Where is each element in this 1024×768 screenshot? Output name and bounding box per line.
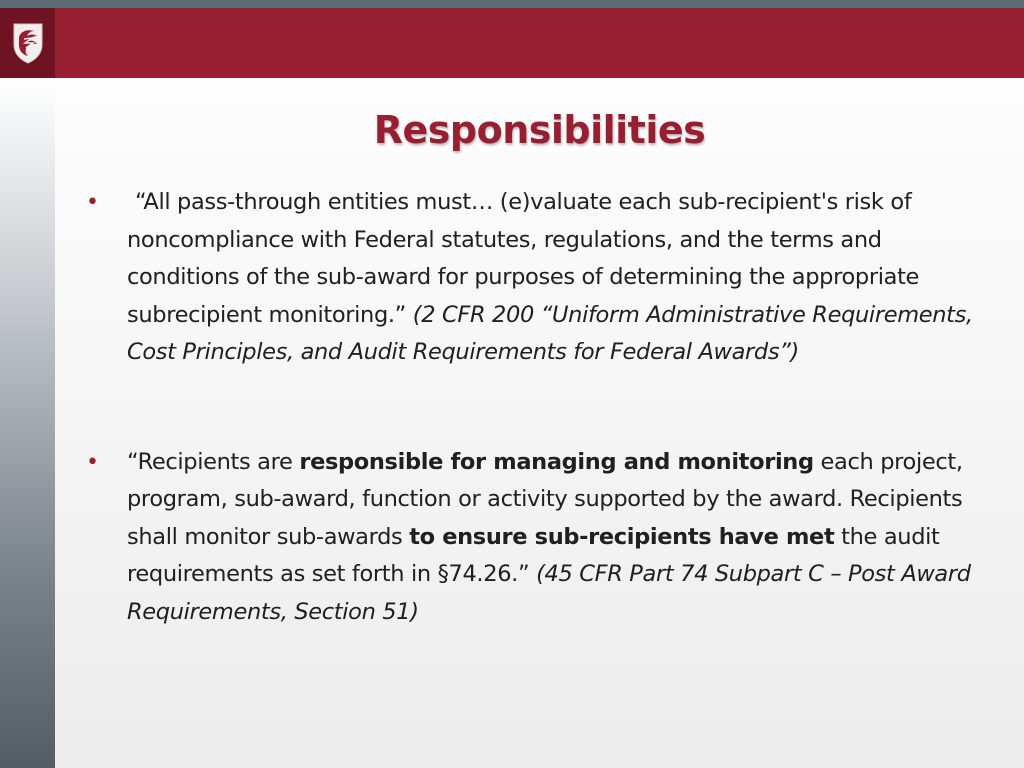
bullet-text-part: each project, program, sub-award, function or activity supported by the award. Recipients shall monitor sub-awards (127, 448, 963, 550)
bullet-citation: (2 CFR 200 “Uniform Administrative Requirements, Cost Principles, and Audit Requirements for Federal Awards”) (127, 301, 973, 365)
bullet-emphasis: to ensure sub-recipients have met (409, 523, 835, 550)
bullet-citation: (45 CFR Part 74 Subpart C – Post Award Requirements, Section 51) (127, 561, 971, 625)
cougar-shield-icon (10, 21, 46, 65)
header-bar (0, 8, 1024, 78)
bullet-dot-icon: • (86, 190, 99, 215)
bullet-text (127, 444, 996, 632)
top-strip (0, 0, 1024, 8)
bullet-item (86, 184, 996, 372)
bullet-quote: “All pass-through entities must… (e)valuate each sub-recipient's risk of noncompliance with Federal statutes, regulations, and the terms and conditions of the sub-award for purposes of determining the appropriate subrecipient monitoring.” (127, 189, 920, 328)
bullet-text-part: the audit requirements as set forth in §74.26.” (127, 523, 940, 587)
bullet-item (86, 444, 996, 632)
left-gradient-band (0, 78, 55, 768)
slide-title: Responsibilities (373, 108, 706, 152)
bullet-text (127, 184, 996, 372)
bullet-emphasis: responsible for managing and monitoring (299, 448, 814, 475)
logo (0, 8, 55, 78)
bullet-text-part: “Recipients are (127, 448, 300, 475)
bullet-dot-icon: • (86, 449, 99, 475)
bullet-list (86, 184, 996, 631)
